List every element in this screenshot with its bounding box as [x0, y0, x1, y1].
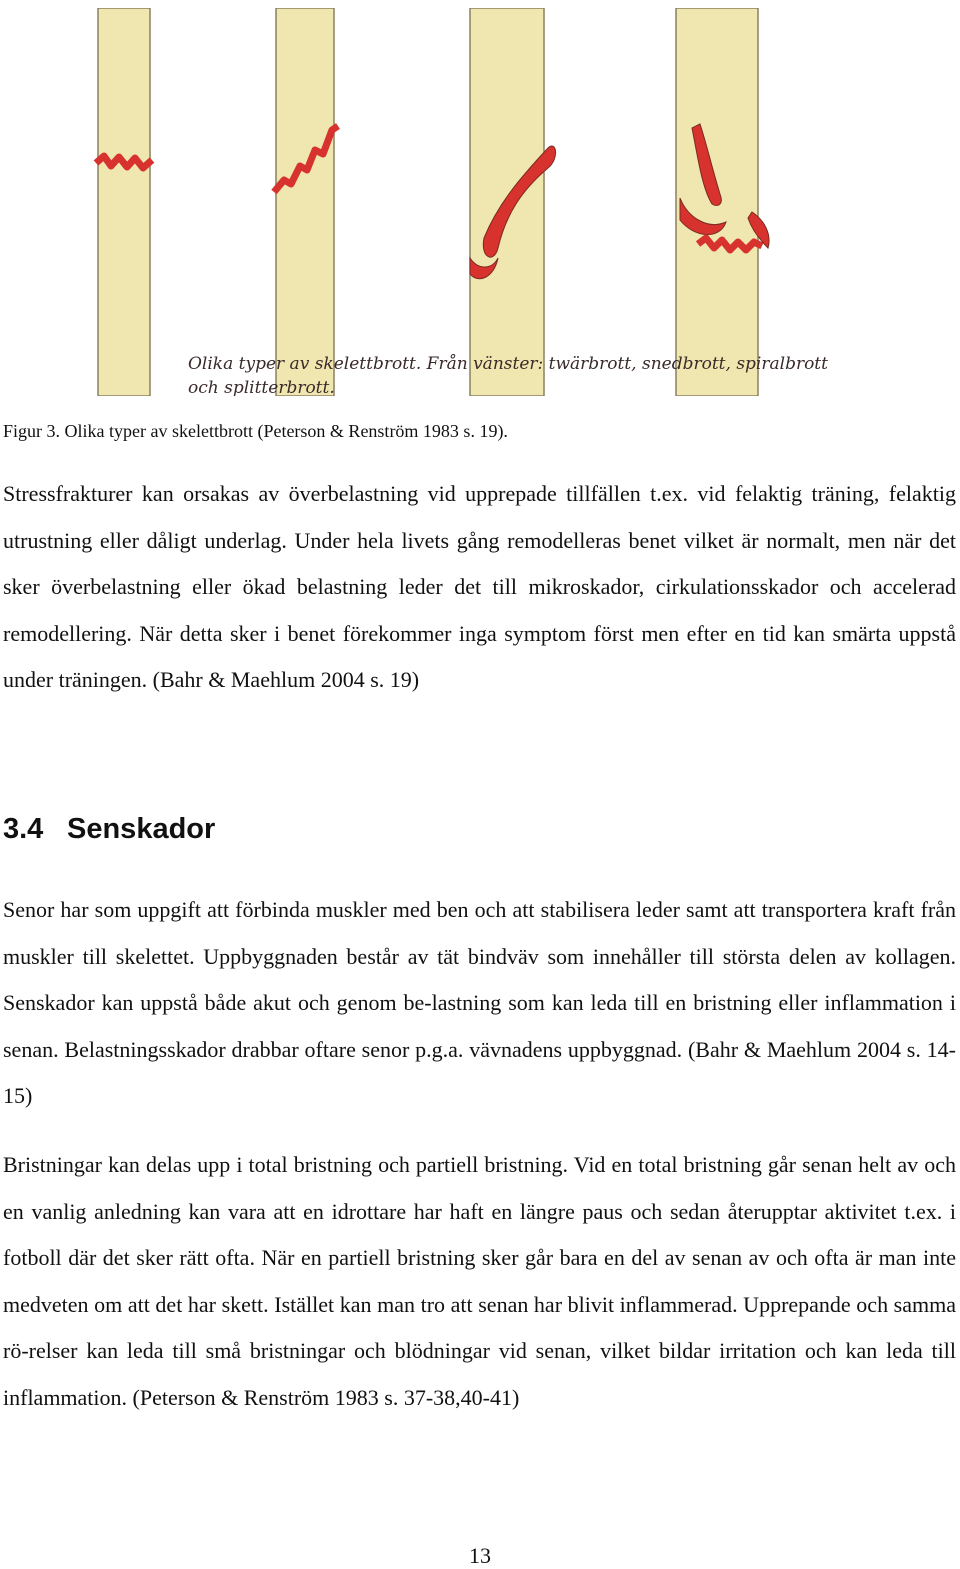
bone-shaft: [276, 8, 334, 396]
section-number: 3.4: [3, 813, 44, 845]
bone-shaft: [98, 8, 150, 396]
bone-drawings: [8, 8, 844, 396]
bone-spiral-fracture: [470, 8, 556, 396]
page-number: 13: [469, 1543, 491, 1568]
fracture-types-illustration: [8, 8, 844, 396]
paragraph-tendons: Senor har som uppgift att förbinda muskler med ben och att stabilisera leder samt att transportera kraft från muskler till skelettet. Uppbyggnaden består av tät bindväv som innehåller till största delen av kollagen. Senskador kan uppstå både akut och genom be-lastning som kan leda till en bristning eller inflammation i senan. Belastningsskador drabbar oftare senor p.g.a. vävnadens uppbyggnad. (Bahr & Maehlum 2004 s. 14-15): [3, 897, 956, 1108]
paragraph-ruptures: Bristningar kan delas upp i total bristning och partiell bristning. Vid en total bristning går senan helt av och en vanlig anledning kan vara att en idrottare har haft en längre paus och sedan återupptar aktivitet t.ex. i fotboll där det sker rätt ofta. När en partiell bristning sker går bara en del av senan av och ofta är man inte medveten om att det har skett. Istället kan man tro att senan har blivit inflammerad. Upprepande och samma rö-relser kan leda till små bristningar och blödningar vid senan, vilket bildar irritation och kan leda till inflammation. (Peterson & Renström 1983 s. 37-38,40-41): [3, 1152, 956, 1410]
bone-comminuted-fracture: [676, 8, 769, 396]
section-heading: [3, 806, 215, 852]
figure-inset-caption: Olika typer av skelettbrott. Från vänster: twärbrott, snedbrott, spiralbrott och splitterbrott.: [188, 354, 828, 396]
figure-caption: Figur 3. Olika typer av skelettbrott (Peterson & Renström 1983 s. 19).: [3, 421, 508, 441]
bone-transverse-fracture: [96, 8, 152, 396]
paragraph-stress-fractures: Stressfrakturer kan orsakas av överbelastning vid upprepade tillfällen t.ex. vid felaktig träning, felaktig utrustning eller dåligt underlag. Under hela livets gång remodelleras benet vilket är normalt, men när det sker överbelastning eller ökad belastning leder det till mikroskador, cirkulationsskador och accelerad remodellering. När detta sker i benet förekommer inga symptom först men efter en tid kan smärta uppstå under träningen. (Bahr & Maehlum 2004 s. 19): [3, 481, 956, 692]
bone-oblique-fracture: [274, 8, 338, 396]
section-title: Senskador: [67, 813, 216, 845]
